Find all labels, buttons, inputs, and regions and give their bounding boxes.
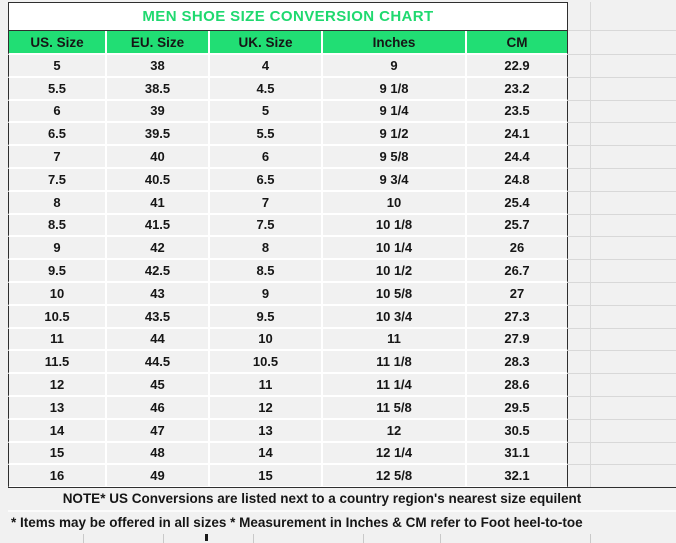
table-row xyxy=(8,260,676,283)
table-cell[interactable]: 41 xyxy=(107,192,210,215)
table-cell[interactable]: 38 xyxy=(107,55,210,78)
table-cell[interactable]: 10 1/4 xyxy=(323,237,467,260)
table-cell[interactable]: 8 xyxy=(8,192,107,215)
table-row xyxy=(8,397,676,420)
empty-cell xyxy=(568,465,676,488)
table-cell[interactable]: 44 xyxy=(107,329,210,352)
table-cell[interactable]: 40 xyxy=(107,146,210,169)
table-cell[interactable]: 25.4 xyxy=(467,192,568,215)
table-cell[interactable]: 44.5 xyxy=(107,351,210,374)
column-header-us-size[interactable]: US. Size xyxy=(8,31,107,55)
empty-cell xyxy=(568,31,676,55)
table-cell[interactable]: 12 1/4 xyxy=(323,443,467,466)
note-measurement[interactable]: * Items may be offered in all sizes * Measurement in Inches & CM refer to Foot heel-to-toe xyxy=(11,515,583,530)
table-cell[interactable]: 9 1/2 xyxy=(323,123,467,146)
shoe-size-conversion-table xyxy=(8,2,676,488)
table-cell[interactable]: 11 1/4 xyxy=(323,374,467,397)
grid-line xyxy=(253,534,254,543)
table-cell[interactable]: 46 xyxy=(107,397,210,420)
table-cell[interactable]: 7.5 xyxy=(210,215,323,238)
empty-cell xyxy=(568,329,676,352)
table-cell[interactable]: 26 xyxy=(467,237,568,260)
table-cell[interactable]: 43 xyxy=(107,283,210,306)
table-cell[interactable]: 9 3/4 xyxy=(323,169,467,192)
table-cell[interactable]: 4.5 xyxy=(210,78,323,101)
header-row xyxy=(8,31,676,55)
empty-cell xyxy=(568,351,676,374)
grid-line xyxy=(590,534,591,543)
table-cell[interactable]: 9 5/8 xyxy=(323,146,467,169)
table-cell[interactable]: 14 xyxy=(8,420,107,443)
table-row xyxy=(8,192,676,215)
table-cell[interactable]: 13 xyxy=(210,420,323,443)
table-cell[interactable]: 39.5 xyxy=(107,123,210,146)
empty-cell xyxy=(568,2,676,31)
table-cell[interactable]: 11 xyxy=(210,374,323,397)
table-cell[interactable]: 48 xyxy=(107,443,210,466)
table-cell[interactable]: 10 3/4 xyxy=(323,306,467,329)
table-cell[interactable]: 11 xyxy=(8,329,107,352)
table-row xyxy=(8,329,676,352)
table-cell[interactable]: 31.1 xyxy=(467,443,568,466)
chart-title[interactable]: MEN SHOE SIZE CONVERSION CHART xyxy=(8,2,568,31)
table-cell[interactable]: 8.5 xyxy=(210,260,323,283)
empty-cell xyxy=(568,397,676,420)
table-cell[interactable]: 38.5 xyxy=(107,78,210,101)
column-header-inches[interactable]: Inches xyxy=(323,31,467,55)
table-cell[interactable]: 7 xyxy=(210,192,323,215)
table-cell[interactable]: 5.5 xyxy=(210,123,323,146)
table-row xyxy=(8,215,676,238)
table-cell[interactable]: 11 5/8 xyxy=(323,397,467,420)
table-row xyxy=(8,101,676,124)
table-cell[interactable]: 24.4 xyxy=(467,146,568,169)
table-cell[interactable]: 14 xyxy=(210,443,323,466)
note-conversion[interactable]: NOTE* US Conversions are listed next to a country region's nearest size equilent xyxy=(8,488,676,512)
table-cell[interactable]: 28.3 xyxy=(467,351,568,374)
table-cell[interactable]: 12 xyxy=(210,397,323,420)
table-cell[interactable]: 27 xyxy=(467,283,568,306)
table-row xyxy=(8,465,676,488)
table-cell[interactable]: 12 xyxy=(323,420,467,443)
table-row xyxy=(8,237,676,260)
clipped-text-fragment xyxy=(205,534,208,541)
table-cell[interactable]: 11.5 xyxy=(8,351,107,374)
table-row xyxy=(8,283,676,306)
table-cell[interactable]: 45 xyxy=(107,374,210,397)
table-cell[interactable]: 9 xyxy=(210,283,323,306)
empty-cell xyxy=(568,283,676,306)
table-cell[interactable]: 40.5 xyxy=(107,169,210,192)
empty-cell xyxy=(568,146,676,169)
table-cell[interactable]: 24.1 xyxy=(467,123,568,146)
table-cell[interactable]: 10 xyxy=(323,192,467,215)
table-cell[interactable]: 8 xyxy=(210,237,323,260)
table-cell[interactable]: 42 xyxy=(107,237,210,260)
empty-cell xyxy=(568,123,676,146)
table-row xyxy=(8,55,676,78)
table-cell[interactable]: 10.5 xyxy=(8,306,107,329)
grid-line xyxy=(163,534,164,543)
table-row xyxy=(8,443,676,466)
table-cell[interactable]: 6 xyxy=(8,101,107,124)
empty-cell xyxy=(568,420,676,443)
grid-line xyxy=(440,534,441,543)
table-row xyxy=(8,78,676,101)
table-cell[interactable]: 10 5/8 xyxy=(323,283,467,306)
table-cell[interactable]: 9 1/8 xyxy=(323,78,467,101)
empty-cell xyxy=(568,260,676,283)
empty-cell xyxy=(568,443,676,466)
next-row-fragment xyxy=(0,533,676,543)
column-header-cm[interactable]: CM xyxy=(467,31,568,55)
empty-cell xyxy=(568,55,676,78)
table-cell[interactable]: 30.5 xyxy=(467,420,568,443)
table-cell[interactable]: 10 1/2 xyxy=(323,260,467,283)
empty-cell xyxy=(568,78,676,101)
table-cell[interactable]: 25.7 xyxy=(467,215,568,238)
table-cell[interactable]: 9.5 xyxy=(8,260,107,283)
table-cell[interactable]: 26.7 xyxy=(467,260,568,283)
table-cell[interactable]: 7 xyxy=(8,146,107,169)
table-cell[interactable]: 27.3 xyxy=(467,306,568,329)
table-cell[interactable]: 5 xyxy=(8,55,107,78)
table-body xyxy=(8,55,676,488)
empty-cell xyxy=(568,237,676,260)
table-cell[interactable]: 24.8 xyxy=(467,169,568,192)
table-cell[interactable]: 10 1/8 xyxy=(323,215,467,238)
table-cell[interactable]: 16 xyxy=(8,465,107,488)
table-cell[interactable]: 10.5 xyxy=(210,351,323,374)
table-row xyxy=(8,146,676,169)
table-cell[interactable]: 12 5/8 xyxy=(323,465,467,488)
grid-line xyxy=(83,534,84,543)
table-cell[interactable]: 23.2 xyxy=(467,78,568,101)
empty-cell xyxy=(568,306,676,329)
table-cell[interactable]: 39 xyxy=(107,101,210,124)
table-cell[interactable]: 6.5 xyxy=(210,169,323,192)
table-cell[interactable]: 11 1/8 xyxy=(323,351,467,374)
table-cell[interactable]: 15 xyxy=(210,465,323,488)
table-row xyxy=(8,123,676,146)
table-cell[interactable]: 6.5 xyxy=(8,123,107,146)
table-cell[interactable]: 10 xyxy=(8,283,107,306)
empty-cell xyxy=(568,215,676,238)
table-cell[interactable]: 9.5 xyxy=(210,306,323,329)
table-cell[interactable]: 27.9 xyxy=(467,329,568,352)
empty-cell xyxy=(568,192,676,215)
table-cell[interactable]: 6 xyxy=(210,146,323,169)
table-row xyxy=(8,169,676,192)
table-row xyxy=(8,420,676,443)
table-cell[interactable]: 47 xyxy=(107,420,210,443)
table-row xyxy=(8,351,676,374)
table-cell[interactable]: 4 xyxy=(210,55,323,78)
table-cell[interactable]: 11 xyxy=(323,329,467,352)
table-cell[interactable]: 9 1/4 xyxy=(323,101,467,124)
grid-line xyxy=(363,534,364,543)
table-cell[interactable]: 9 xyxy=(323,55,467,78)
table-cell[interactable]: 22.9 xyxy=(467,55,568,78)
table-cell[interactable]: 7.5 xyxy=(8,169,107,192)
table-cell[interactable]: 41.5 xyxy=(107,215,210,238)
table-cell[interactable]: 13 xyxy=(8,397,107,420)
title-row xyxy=(8,2,676,31)
table-cell[interactable]: 5 xyxy=(210,101,323,124)
table-cell[interactable]: 12 xyxy=(8,374,107,397)
table-cell[interactable]: 42.5 xyxy=(107,260,210,283)
table-cell[interactable]: 23.5 xyxy=(467,101,568,124)
table-cell[interactable]: 5.5 xyxy=(8,78,107,101)
column-header-eu-size[interactable]: EU. Size xyxy=(107,31,210,55)
table-cell[interactable]: 10 xyxy=(210,329,323,352)
table-cell[interactable]: 49 xyxy=(107,465,210,488)
table-row xyxy=(8,374,676,397)
notes-band xyxy=(8,487,676,535)
table-cell[interactable]: 28.6 xyxy=(467,374,568,397)
table-cell[interactable]: 15 xyxy=(8,443,107,466)
column-header-uk-size[interactable]: UK. Size xyxy=(210,31,323,55)
empty-cell xyxy=(568,374,676,397)
table-row xyxy=(8,306,676,329)
table-cell[interactable]: 29.5 xyxy=(467,397,568,420)
table-cell[interactable]: 43.5 xyxy=(107,306,210,329)
table-cell[interactable]: 9 xyxy=(8,237,107,260)
table-cell[interactable]: 32.1 xyxy=(467,465,568,488)
table-cell[interactable]: 8.5 xyxy=(8,215,107,238)
empty-cell xyxy=(568,169,676,192)
empty-cell xyxy=(568,101,676,124)
